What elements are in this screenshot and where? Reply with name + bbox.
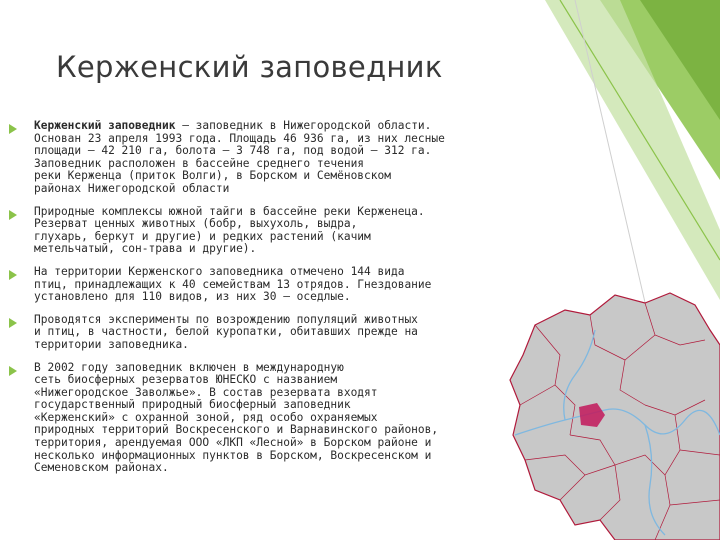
bullet-text: — заповедник в Нижегородской области. Основан 23 апреля 1993 года. Площадь 46 936 га, из них лесные площади — 42 210 га, болота — 3 748 га, под водой — 312 га. Заповедник расположен в бассейне среднего течения реки Керженца (приток Волги), в Борском и Семёновском районах Нижегородской области bbox=[34, 119, 445, 195]
triangle-right-icon bbox=[9, 210, 17, 220]
triangle-right-icon bbox=[9, 366, 17, 376]
bullet-text: На территории Керженского заповедника отмечено 144 вида птиц, принадлежащих к 40 семействам 13 отрядов. Гнездование установлено для 110 видов, из них 30 — оседлые. bbox=[34, 264, 432, 304]
region-map-image bbox=[505, 285, 720, 540]
bullet-text: Проводятся эксперименты по возрождению популяций животных и птиц, в частности, белой куропатки, обитавших прежде на территории заповедника. bbox=[34, 312, 418, 351]
bullet-lead-bold: Керженский заповедник bbox=[34, 119, 176, 132]
triangle-right-icon bbox=[9, 318, 17, 328]
triangle-right-icon bbox=[9, 270, 17, 280]
bullet-item-overview bbox=[0, 120, 520, 196]
bullet-item-unesco bbox=[0, 362, 520, 475]
bullet-item-experiments bbox=[0, 314, 520, 352]
bullet-text: Природные комплексы южной тайги в бассейне реки Керженеца. Резерват ценных животных (бобр, выхухоль, выдра, глухарь, беркут и другие) и редких растений (качим метельчатый, сон-трава и другие). bbox=[34, 204, 425, 256]
bullet-text: В 2002 году заповедник включен в международную сеть биосферных резерватов ЮНЕСКО с названием «Нижегородское Заволжье». В состав резервата входят государственный природный биосферный заповедник «Керженский» с охранной зоной, ряд особо охраняемых природных территорий Воскресенского и Варнавинского районов, территория, арендуемая ООО «ЛКП «Лесной» в Борском районе и несколько информационных пунктов в Борском, Воскресенском и Семеновском районах. bbox=[34, 360, 439, 475]
bullet-item-nature bbox=[0, 206, 520, 256]
triangle-right-icon bbox=[9, 124, 17, 134]
bullet-item-birds bbox=[0, 266, 520, 304]
bullet-list bbox=[0, 120, 520, 485]
slide-title: Керженский заповедник bbox=[56, 50, 443, 84]
